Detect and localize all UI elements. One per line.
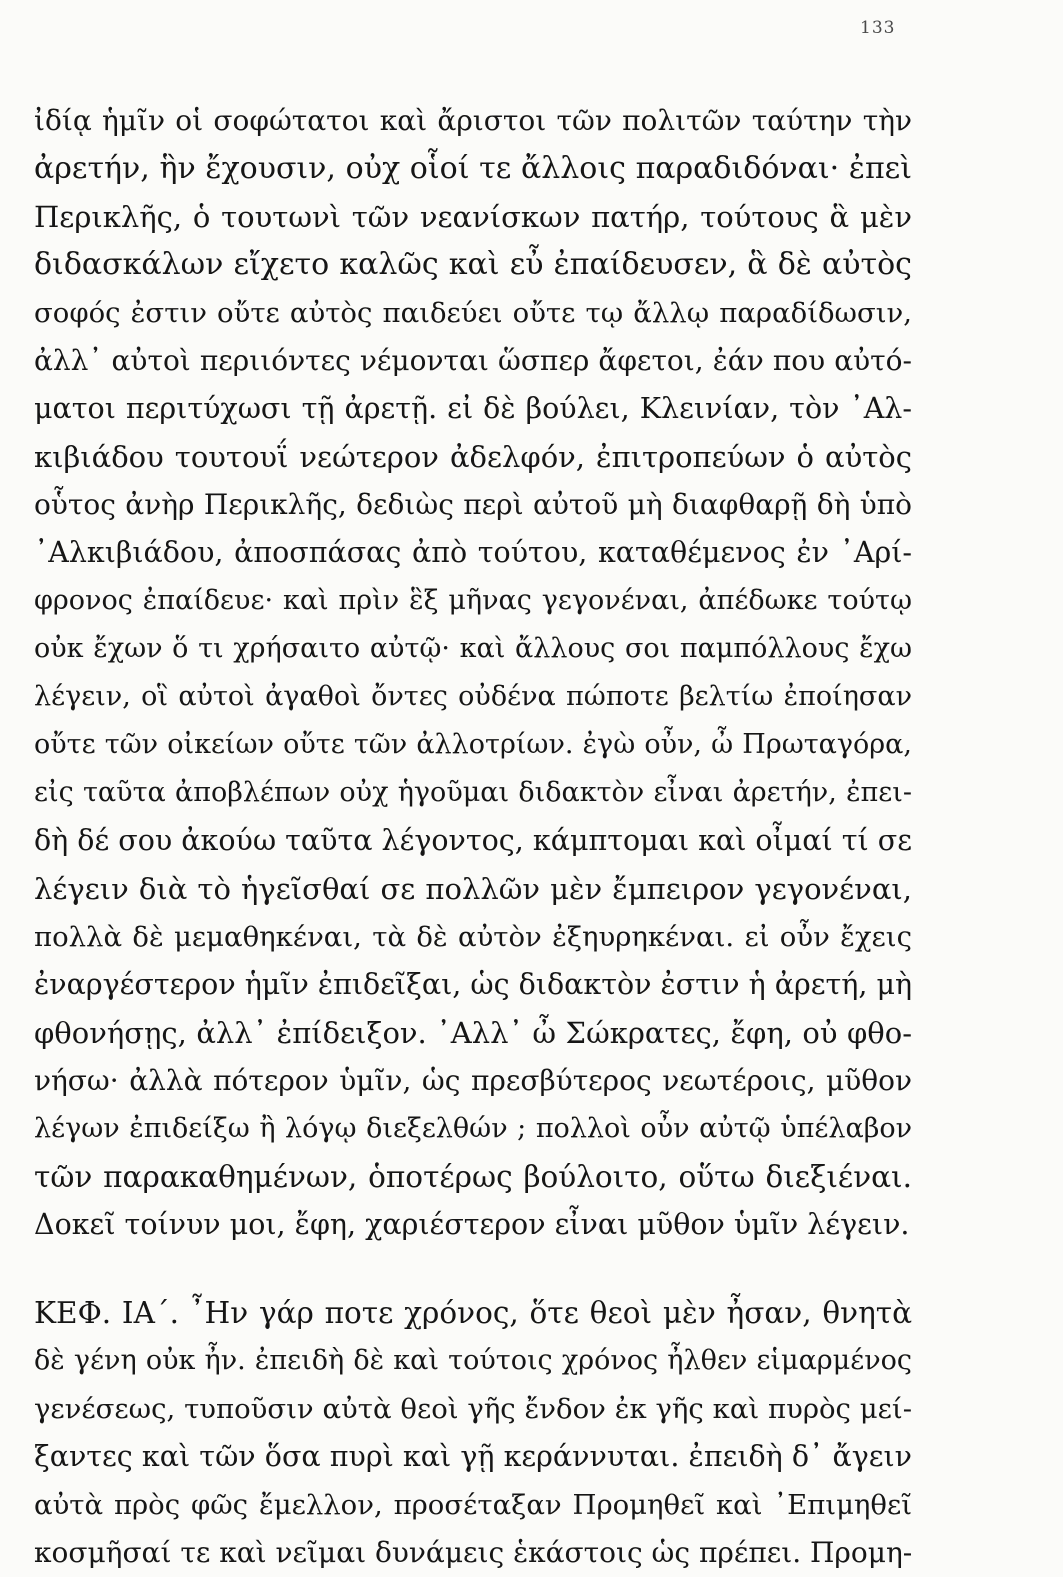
text-line: ἀλλ᾽ αὐτοὶ περιιόντες νέμονται ὥσπερ ἄφετοι, ἐάν που αὐτό- xyxy=(34,344,912,377)
text-line: τῶν παρακαθημένων, ὁποτέρως βούλοιτο, οὕτω διεξιέναι. xyxy=(34,1160,912,1194)
text-line: λέγειν, οἳ αὐτοὶ ἀγαθοὶ ὄντες οὐδένα πώποτε βελτίω ἐποίησαν xyxy=(34,681,912,712)
paragraph-chapter-11 xyxy=(34,1289,912,1577)
text-line: σοφός ἐστιν οὔτε αὐτὸς παιδεύει οὔτε τῳ ἄλλῳ παραδίδωσιν, xyxy=(34,297,912,329)
text-line: κιβιάδου τουτουΐ νεώτερον ἀδελφόν, ἐπιτροπεύων ὁ αὐτὸς xyxy=(34,440,912,474)
text-line: διδασκάλων εἴχετο καλῶς καὶ εὖ ἐπαίδευσεν, ἃ δὲ αὐτὸς xyxy=(34,247,912,282)
text-line: φθονήσῃς, ἀλλ᾽ ἐπίδειξον. ᾽Αλλ᾽ ὦ Σώκρατες, ἔφη, οὐ φθο- xyxy=(34,1016,912,1050)
paragraph-dialogue xyxy=(34,97,912,1249)
text-line: ἰδίᾳ ἡμῖν οἱ σοφώτατοι καὶ ἄριστοι τῶν πολιτῶν ταύτην τὴν xyxy=(34,104,912,137)
text-line: λέγων ἐπιδείξω ἢ λόγῳ διεξελθών ; πολλοὶ οὖν αὐτῷ ὑπέλαβον xyxy=(34,1113,912,1144)
text-line: οὗτος ἀνὴρ Περικλῆς, δεδιὼς περὶ αὐτοῦ μὴ διαφθαρῇ δὴ ὑπὸ xyxy=(34,488,912,521)
text-line: ᾽Αλκιβιάδου, ἀποσπάσας ἀπὸ τούτου, καταθέμενος ἐν ᾽Αρί- xyxy=(34,536,912,569)
text-line: ἐναργέστερον ἡμῖν ἐπιδεῖξαι, ὡς διδακτὸν ἐστιν ἡ ἀρετή, μὴ xyxy=(34,968,913,1001)
text-line: λέγειν διὰ τὸ ἡγεῖσθαί σε πολλῶν μὲν ἔμπειρον γεγονέναι, xyxy=(34,872,912,906)
text-line: πολλὰ δὲ μεμαθηκέναι, τὰ δὲ αὐτὸν ἐξηυρηκέναι. εἰ οὖν ἔχεις xyxy=(34,921,912,953)
text-line: αὐτὰ πρὸς φῶς ἔμελλον, προσέταξαν Προμηθεῖ καὶ ᾽Επιμηθεῖ xyxy=(34,1489,912,1521)
text-line: δὴ δέ σου ἀκούω ταῦτα λέγοντος, κάμπτομαι καὶ οἶμαί τί σε xyxy=(34,824,912,857)
text-line: ματοι περιτύχωσι τῇ ἀρετῇ. εἰ δὲ βούλει, Κλεινίαν, τὸν ᾽Αλ- xyxy=(34,392,912,425)
paragraph-gap xyxy=(34,1249,912,1289)
text-line: ξαντες καὶ τῶν ὅσα πυρὶ καὶ γῇ κεράννυται. ἐπειδὴ δ᾽ ἄγειν xyxy=(34,1440,912,1473)
text-line: οὐκ ἔχων ὅ τι χρήσαιτο αὐτῷ· καὶ ἄλλους σοι παμπόλλους ἔχω xyxy=(34,633,912,664)
text-block xyxy=(34,97,912,1577)
text-line: νήσω· ἀλλὰ πότερον ὑμῖν, ὡς πρεσβύτερος νεωτέροις, μῦθον xyxy=(34,1064,912,1097)
text-line: φρονος ἐπαίδευε· καὶ πρὶν ἓξ μῆνας γεγονέναι, ἀπέδωκε τούτῳ xyxy=(34,585,912,616)
text-line: Δοκεῖ τοίνυν μοι, ἔφη, χαριέστερον εἶναι μῦθον ὑμῖν λέγειν. xyxy=(34,1208,910,1241)
text-line: ΚΕΦ. ΙΑ΄. ῏Ην γάρ ποτε χρόνος, ὅτε θεοὶ μὲν ἦσαν, θνητὰ xyxy=(34,1296,912,1330)
text-line: δὲ γένη οὐκ ἦν. ἐπειδὴ δὲ καὶ τούτοις χρόνος ἦλθεν εἱμαρμένος xyxy=(34,1345,912,1376)
text-line: Περικλῆς, ὁ τουτωνὶ τῶν νεανίσκων πατήρ, τούτους ἃ μὲν xyxy=(34,200,912,234)
text-line: ἀρετήν, ἣν ἔχουσιν, οὐχ οἷοί τε ἄλλοις παραδιδόναι· ἐπεὶ xyxy=(34,151,912,186)
text-line: εἰς ταῦτα ἀποβλέπων οὐχ ἡγοῦμαι διδακτὸν εἶναι ἀρετήν, ἐπει- xyxy=(34,777,912,808)
page-number: 133 xyxy=(860,18,896,38)
text-line: κοσμῆσαί τε καὶ νεῖμαι δυνάμεις ἑκάστοις ὡς πρέπει. Προμη- xyxy=(34,1536,913,1569)
text-line: οὔτε τῶν οἰκείων οὔτε τῶν ἀλλοτρίων. ἐγὼ οὖν, ὦ Πρωταγόρα, xyxy=(34,729,912,760)
text-line: γενέσεως, τυποῦσιν αὐτὰ θεοὶ γῆς ἔνδον ἐκ γῆς καὶ πυρὸς μεί- xyxy=(34,1393,912,1425)
